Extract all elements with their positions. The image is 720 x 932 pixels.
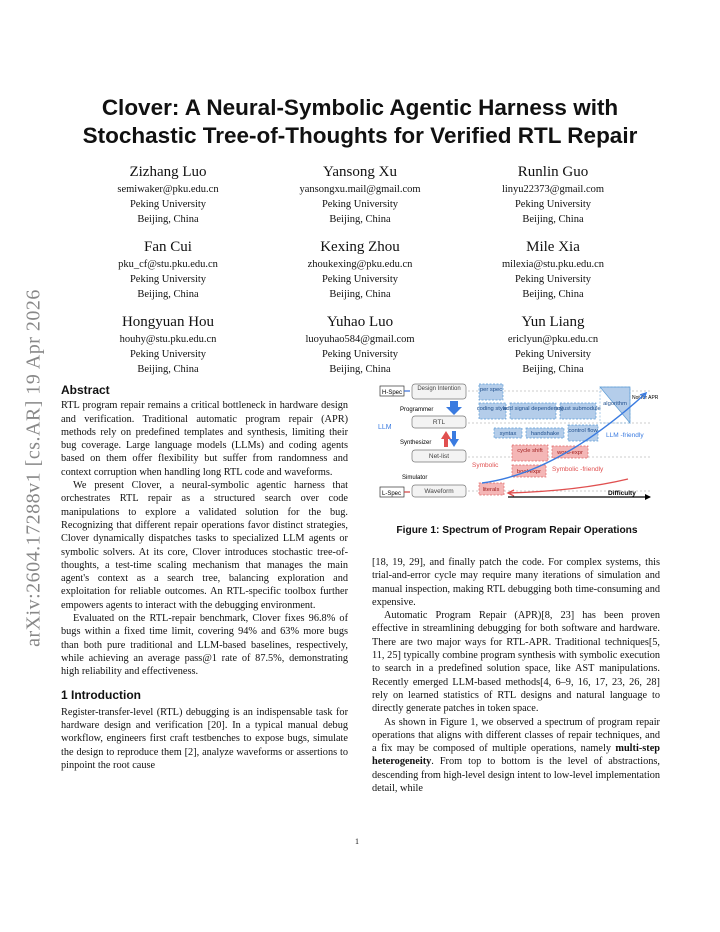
left-column: [61, 384, 348, 772]
author-block: [73, 162, 263, 227]
symbolic-label: Symbolic: [472, 462, 499, 469]
author-location: Beijing, China: [522, 364, 584, 375]
author-name: Kexing Zhou: [320, 239, 400, 255]
page-number: 1: [355, 837, 359, 846]
author-email: luoyuhao584@gmail.com: [305, 334, 415, 345]
author-block: [265, 162, 455, 227]
author-block: [265, 312, 455, 377]
author-block: [265, 237, 455, 302]
op-literals: literals: [482, 487, 500, 493]
author-name: Yun Liang: [521, 314, 585, 330]
level-design-intention: Design Intention: [417, 386, 461, 392]
author-name: Mile Xia: [526, 239, 580, 255]
emphasis-text: multi-step heterogeneity: [372, 743, 660, 768]
author-email: semiwaker@pku.edu.cn: [117, 184, 219, 195]
abstract-paragraph: RTL program repair remains a critical bottleneck in hardware design and verification. Traditional automatic program repair (APR) methods rely on predefined templates and synthesis, limiting their bug coverage. Large language models (LLMs) and coding agents based on them offer flexibility but suffer from randomness and context corruption when handling long RTL code and waveforms.: [61, 400, 348, 478]
author-location: Beijing, China: [329, 364, 391, 375]
op-bool-expr: bool-expr: [516, 469, 542, 475]
introduction-heading: 1 Introduction: [61, 687, 141, 702]
op-cycle-shift: cycle shift: [517, 448, 543, 454]
op-coding-style: coding style: [476, 406, 508, 412]
op-control-flow: control flow: [568, 428, 598, 434]
author-email: zhoukexing@pku.edu.cn: [307, 259, 413, 270]
author-email: pku_cf@stu.pku.edu.cn: [118, 259, 218, 270]
author-affiliation: Peking University: [321, 199, 399, 210]
author-block: [458, 237, 648, 302]
author-email: ericlyun@pku.edu.cn: [507, 334, 599, 345]
right-column: [372, 556, 660, 795]
author-block: [73, 237, 263, 302]
op-algorithm: algorithm: [603, 401, 627, 407]
abstract-heading: Abstract: [61, 383, 110, 397]
author-affiliation: Peking University: [129, 274, 207, 285]
author-email: linyu22373@gmail.com: [501, 184, 605, 195]
author-affiliation: Peking University: [514, 274, 592, 285]
author-name: Yuhao Luo: [326, 314, 394, 330]
title-line-1: Clover: A Neural-Symbolic Agentic Harness with: [101, 95, 619, 120]
level-netlist: Net-list: [428, 453, 450, 460]
author-affiliation: Peking University: [321, 349, 399, 360]
paper-title: [60, 94, 660, 150]
op-word-expr: word-expr: [557, 450, 583, 456]
author-location: Beijing, China: [522, 214, 584, 225]
author-email: houhy@stu.pku.edu.cn: [119, 334, 217, 345]
author-affiliation: Peking University: [321, 274, 399, 285]
author-location: Beijing, China: [329, 289, 391, 300]
h-spec-tag: H-Spec: [382, 390, 403, 396]
author-affiliation: Peking University: [129, 199, 207, 210]
author-name: Fan Cui: [144, 239, 192, 255]
abstract-paragraph: We present Clover, a neural-symbolic agentic harness that orchestrates RTL repair as a structured search over code manipulations to explore a validated solution for the bug. Recognizing that different repair operations favor distinct strategies, Clover dynamically dispatches tasks to specialized LLM agents or symbolic solvers. At its core, Clover introduces stochastic tree-of-thoughts, a test-time scaling mechanism that manages the main agent's context as a search tree, balancing exploration and exploitation for reliable outcomes. An RTL-specific toolbox further empowers agents to interact with the debugging environment.: [61, 480, 348, 611]
author-email: milexia@stu.pku.edu.cn: [501, 259, 605, 270]
tool-simulator: Simulator: [402, 475, 428, 481]
title-line-2: Stochastic Tree-of-Thoughts for Verified RTL Repair: [82, 123, 638, 148]
not-for-apr-label: Not for APR: [632, 395, 659, 401]
tool-synthesizer: Synthesizer: [400, 440, 432, 446]
author-affiliation: Peking University: [129, 349, 207, 360]
llm-friendly-label: LLM -friendly: [606, 432, 644, 439]
author-block: [458, 162, 648, 227]
symbolic-friendly-label: Symbolic -friendly: [552, 466, 604, 473]
level-rtl: RTL: [432, 419, 446, 426]
author-name: Hongyuan Hou: [121, 314, 215, 330]
op-syntax: syntax: [499, 431, 517, 437]
op-add-signal-dependency: add signal dependency: [503, 406, 563, 412]
author-name: Runlin Guo: [517, 164, 589, 180]
op-per-spec: per spec: [479, 387, 503, 393]
llm-label: LLM: [378, 424, 392, 431]
op-adjust-submodule: adjust submodule: [555, 406, 601, 412]
arxiv-identifier: [14, 248, 54, 688]
author-email: yansongxu.mail@gmail.com: [299, 184, 421, 195]
tool-programmer: Programmer: [400, 407, 434, 413]
figure-caption: Figure 1: Spectrum of Program Repair Operations: [396, 525, 638, 536]
paragraph-text: . From top to bottom is the level of abstractions, descending from high-level design intent to low-level implementation detail, while: [372, 756, 660, 795]
repair-spectrum-figure: [378, 383, 660, 501]
author-block: [73, 312, 263, 377]
op-handshake: handshake: [530, 431, 560, 437]
author-location: Beijing, China: [137, 289, 199, 300]
body-paragraph: [18, 19, 29], and finally patch the code. For complex systems, this trial-and-error cycle may require many iterations of simulation and manual inspection, making RTL debugging both time-consuming and expensive.: [372, 557, 660, 608]
arxiv-id-text: arXiv:2604.17288v1 [cs.AR] 19 Apr 2026: [22, 289, 45, 647]
author-location: Beijing, China: [329, 214, 391, 225]
author-affiliation: Peking University: [514, 199, 592, 210]
author-name: Zizhang Luo: [129, 164, 207, 180]
author-name: Yansong Xu: [323, 164, 397, 180]
difficulty-axis-label: Difficulty: [608, 490, 636, 497]
author-block: [458, 312, 648, 377]
level-waveform: Waveform: [424, 488, 454, 495]
l-spec-tag: L-Spec: [382, 491, 402, 497]
intro-paragraph: Register-transfer-level (RTL) debugging is an indispensable task for hardware design and verification [20]. In a typical manual debug workflow, engineers first craft testbenches to expose bugs, simulate the design to reproduce them [2], analyze waveforms or assertions to pinpoint the root cause: [61, 706, 348, 772]
abstract-paragraph: Evaluated on the RTL-repair benchmark, Clover fixes 96.8% of bugs within a fixed time limit, covering 94% and 63% more bugs than both pure traditional and LLM-based baselines, respectively, while achieving an average pass@1 rate of 87.5%, demonstrating high reliability and effectiveness.: [61, 613, 348, 678]
author-location: Beijing, China: [522, 289, 584, 300]
author-location: Beijing, China: [137, 364, 199, 375]
body-paragraph: Automatic Program Repair (APR)[8, 23] has been proven effective in streamlining debugging for both software and hardware. There are two major ways for RTL-APR. Traditional techniques[5, 11, 25] typically combine program synthesis with symbolic execution to search in a predefined solution space, like AST manipulations. Recently emerged LLM-based methods[4, 6–9, 16, 17, 23, 26, 28] rely on learned statistics of RTL designs and natural language to directly generate patches in token space.: [372, 610, 660, 715]
body-paragraph: [372, 716, 660, 796]
paragraph-text: As shown in Figure 1, we observed a spectrum of program repair operations that aligns with different classes of repair techniques, and a fix may be composed of multiple operations, namely: [372, 716, 660, 755]
author-location: Beijing, China: [137, 214, 199, 225]
author-affiliation: Peking University: [514, 349, 592, 360]
